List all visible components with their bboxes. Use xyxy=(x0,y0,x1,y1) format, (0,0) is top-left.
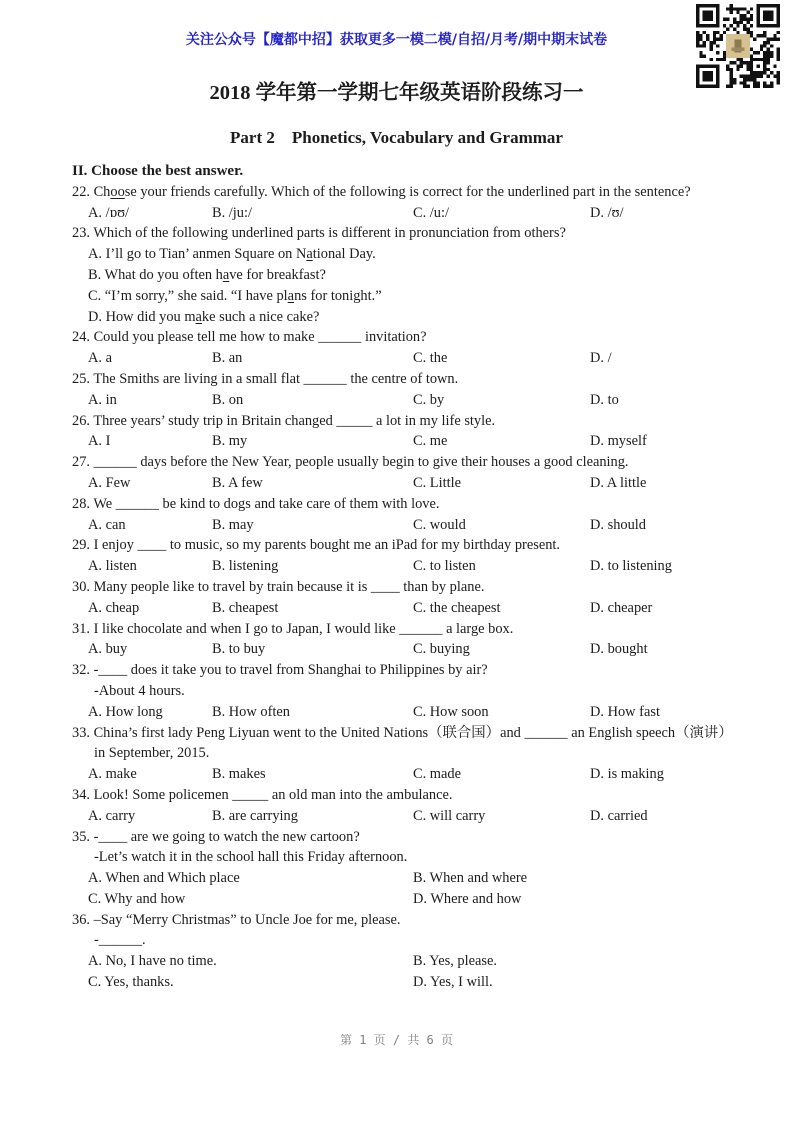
question-22-option-C: C. /u:/ xyxy=(413,204,449,221)
question-23-option-D: D. How did you make such a nice cake? xyxy=(88,308,320,325)
question-33 xyxy=(72,723,737,785)
question-area xyxy=(72,161,737,993)
question-35-stem-line: 35. -____ are we going to watch the new cartoon? xyxy=(72,828,360,845)
question-26 xyxy=(72,411,737,453)
question-31-stem-line: 31. I like chocolate and when I go to Japan, I would like ______ a large box. xyxy=(72,620,514,637)
question-35-option-D: D. Where and how xyxy=(413,890,522,907)
question-35 xyxy=(72,827,737,910)
question-36 xyxy=(72,910,737,993)
question-32-option-B: B. How often xyxy=(212,703,290,720)
question-25 xyxy=(72,369,737,411)
question-23-option-C: C. “I’m sorry,” she said. “I have plans for tonight.” xyxy=(88,287,382,304)
question-35-options-row xyxy=(72,889,737,910)
question-24-option-A: A. a xyxy=(88,350,112,367)
section-heading: II. Choose the best answer. xyxy=(72,163,244,179)
underlined-letter: oo xyxy=(110,183,125,200)
question-24 xyxy=(72,327,737,369)
question-26-stem-line: 26. Three years’ study trip in Britain changed _____ a lot in my life style. xyxy=(72,412,496,429)
question-25-option-C: C. by xyxy=(413,391,445,408)
question-35-option-B: B. When and where xyxy=(413,870,528,887)
question-24-options-row xyxy=(72,348,737,369)
question-25-stem-line: 25. The Smiths are living in a small flat ______ the centre of town. xyxy=(72,370,459,387)
question-24-option-C: C. the xyxy=(413,350,448,367)
question-26-options-row xyxy=(72,431,737,452)
question-22-stem-line: 22. Choose your friends carefully. Which of the following is correct for the underlined part in the sentence? xyxy=(72,183,691,200)
question-30-stem-line: 30. Many people like to travel by train because it is ____ than by plane. xyxy=(72,578,485,595)
question-22-option-A: A. /ɒʊ/ xyxy=(88,204,130,221)
question-32 xyxy=(72,660,737,722)
question-23-option-B: B. What do you often have for breakfast? xyxy=(88,266,326,283)
question-31-option-C: C. buying xyxy=(413,641,470,658)
question-30-option-D: D. cheaper xyxy=(590,599,653,616)
qr-code-icon xyxy=(696,4,780,88)
question-28-stem-line: 28. We ______ be kind to dogs and take care of them with love. xyxy=(72,495,440,512)
question-31 xyxy=(72,619,737,661)
question-33-stem-line: 33. China’s first lady Peng Liyuan went to the United Nations（联合国）and ______ an English speech（演讲） xyxy=(72,724,733,741)
question-28-option-A: A. can xyxy=(88,516,126,533)
question-25-option-D: D. to xyxy=(590,391,619,408)
question-29-option-C: C. to listen xyxy=(413,558,476,575)
question-33-stem-line: in September, 2015. xyxy=(94,745,210,762)
question-27-option-B: B. A few xyxy=(212,474,263,491)
page-title: 2018 学年第一学期七年级英语阶段练习一 xyxy=(209,82,584,104)
question-30-options-row xyxy=(72,598,737,619)
question-36-stem-line: -______. xyxy=(94,932,146,949)
question-26-option-B: B. my xyxy=(212,433,248,450)
question-34-stem-line: 34. Look! Some policemen _____ an old man into the ambulance. xyxy=(72,786,453,803)
question-36-options-row xyxy=(72,972,737,993)
question-22-option-D: D. /ʊ/ xyxy=(590,204,624,221)
question-32-options-row xyxy=(72,702,737,723)
question-34-option-A: A. carry xyxy=(88,807,136,824)
question-32-option-D: D. How fast xyxy=(590,703,660,720)
question-27-option-C: C. Little xyxy=(413,474,461,491)
question-30 xyxy=(72,577,737,619)
question-34 xyxy=(72,785,737,827)
question-31-option-D: D. bought xyxy=(590,641,648,658)
question-28-option-D: D. should xyxy=(590,516,646,533)
question-30-option-C: C. the cheapest xyxy=(413,599,501,616)
question-29-option-D: D. to listening xyxy=(590,558,672,575)
question-36-option-C: C. Yes, thanks. xyxy=(88,974,174,991)
question-25-option-B: B. on xyxy=(212,391,244,408)
question-26-option-A: A. I xyxy=(88,433,111,450)
question-35-option-C: C. Why and how xyxy=(88,890,186,907)
underlined-letter: a xyxy=(287,287,295,304)
question-26-option-C: C. me xyxy=(413,433,448,450)
question-30-option-B: B. cheapest xyxy=(212,599,279,616)
question-36-stem-line: 36. –Say “Merry Christmas” to Uncle Joe for me, please. xyxy=(72,911,401,928)
question-32-stem-line: -About 4 hours. xyxy=(94,682,185,699)
question-27-option-A: A. Few xyxy=(88,474,131,491)
question-22 xyxy=(72,182,737,224)
question-31-options-row xyxy=(72,639,737,660)
question-23-option-A: A. I’ll go to Tian’ anmen Square on National Day. xyxy=(88,246,376,263)
question-33-option-B: B. makes xyxy=(212,766,266,783)
question-36-options-row xyxy=(72,951,737,972)
question-27 xyxy=(72,452,737,494)
question-35-stem-line: -Let’s watch it in the school hall this Friday afternoon. xyxy=(94,849,408,866)
question-36-option-B: B. Yes, please. xyxy=(413,953,497,970)
question-34-option-D: D. carried xyxy=(590,807,648,824)
question-34-option-C: C. will carry xyxy=(413,807,486,824)
question-27-options-row xyxy=(72,473,737,494)
question-33-option-A: A. make xyxy=(88,766,137,783)
question-23 xyxy=(72,223,737,327)
question-28-option-C: C. would xyxy=(413,516,466,533)
question-26-option-D: D. myself xyxy=(590,433,647,450)
question-32-option-A: A. How long xyxy=(88,703,163,720)
question-33-option-C: C. made xyxy=(413,766,461,783)
question-32-stem-line: 32. -____ does it take you to travel from Shanghai to Philippines by air? xyxy=(72,662,488,679)
question-25-option-A: A. in xyxy=(88,391,117,408)
question-36-option-A: A. No, I have no time. xyxy=(88,953,217,970)
question-23-stem-line: 23. Which of the following underlined parts is different in pronunciation from others? xyxy=(72,225,566,242)
question-24-option-B: B. an xyxy=(212,350,243,367)
question-28 xyxy=(72,494,737,536)
questions xyxy=(72,182,737,993)
question-34-options-row xyxy=(72,806,737,827)
question-31-option-A: A. buy xyxy=(88,641,128,658)
header-notice: 关注公众号【魔都中招】获取更多一模二模/自招/月考/期中期末试卷 xyxy=(185,32,608,48)
question-29-stem-line: 29. I enjoy ____ to music, so my parents bought me an iPad for my birthday present. xyxy=(72,537,561,554)
question-30-option-A: A. cheap xyxy=(88,599,140,616)
question-22-option-B: B. /ju:/ xyxy=(212,204,252,221)
underlined-letter: a xyxy=(306,246,313,263)
question-29 xyxy=(72,535,737,577)
question-28-options-row xyxy=(72,515,737,536)
question-27-option-D: D. A little xyxy=(590,474,647,491)
question-35-options-row xyxy=(72,868,737,889)
question-29-options-row xyxy=(72,556,737,577)
question-24-option-D: D. / xyxy=(590,350,612,367)
question-33-option-D: D. is making xyxy=(590,766,664,783)
question-36-option-D: D. Yes, I will. xyxy=(413,974,493,991)
question-29-option-A: A. listen xyxy=(88,558,137,575)
question-34-option-B: B. are carrying xyxy=(212,807,298,824)
question-29-option-B: B. listening xyxy=(212,558,279,575)
underlined-letter: a xyxy=(195,308,202,325)
question-22-options-row xyxy=(72,203,737,224)
question-25-options-row xyxy=(72,390,737,411)
question-31-option-B: B. to buy xyxy=(212,641,266,658)
question-27-stem-line: 27. ______ days before the New Year, people usually begin to give their houses a good cleaning. xyxy=(72,454,629,471)
underlined-letter: a xyxy=(222,266,230,283)
question-35-option-A: A. When and Which place xyxy=(88,870,240,887)
question-32-option-C: C. How soon xyxy=(413,703,489,720)
question-33-options-row xyxy=(72,764,737,785)
part-heading: Part 2 Phonetics, Vocabulary and Grammar xyxy=(230,128,563,147)
question-28-option-B: B. may xyxy=(212,516,254,533)
question-24-stem-line: 24. Could you please tell me how to make ______ invitation? xyxy=(72,329,427,346)
page-number: 第 1 页 / 共 6 页 xyxy=(339,1033,454,1047)
